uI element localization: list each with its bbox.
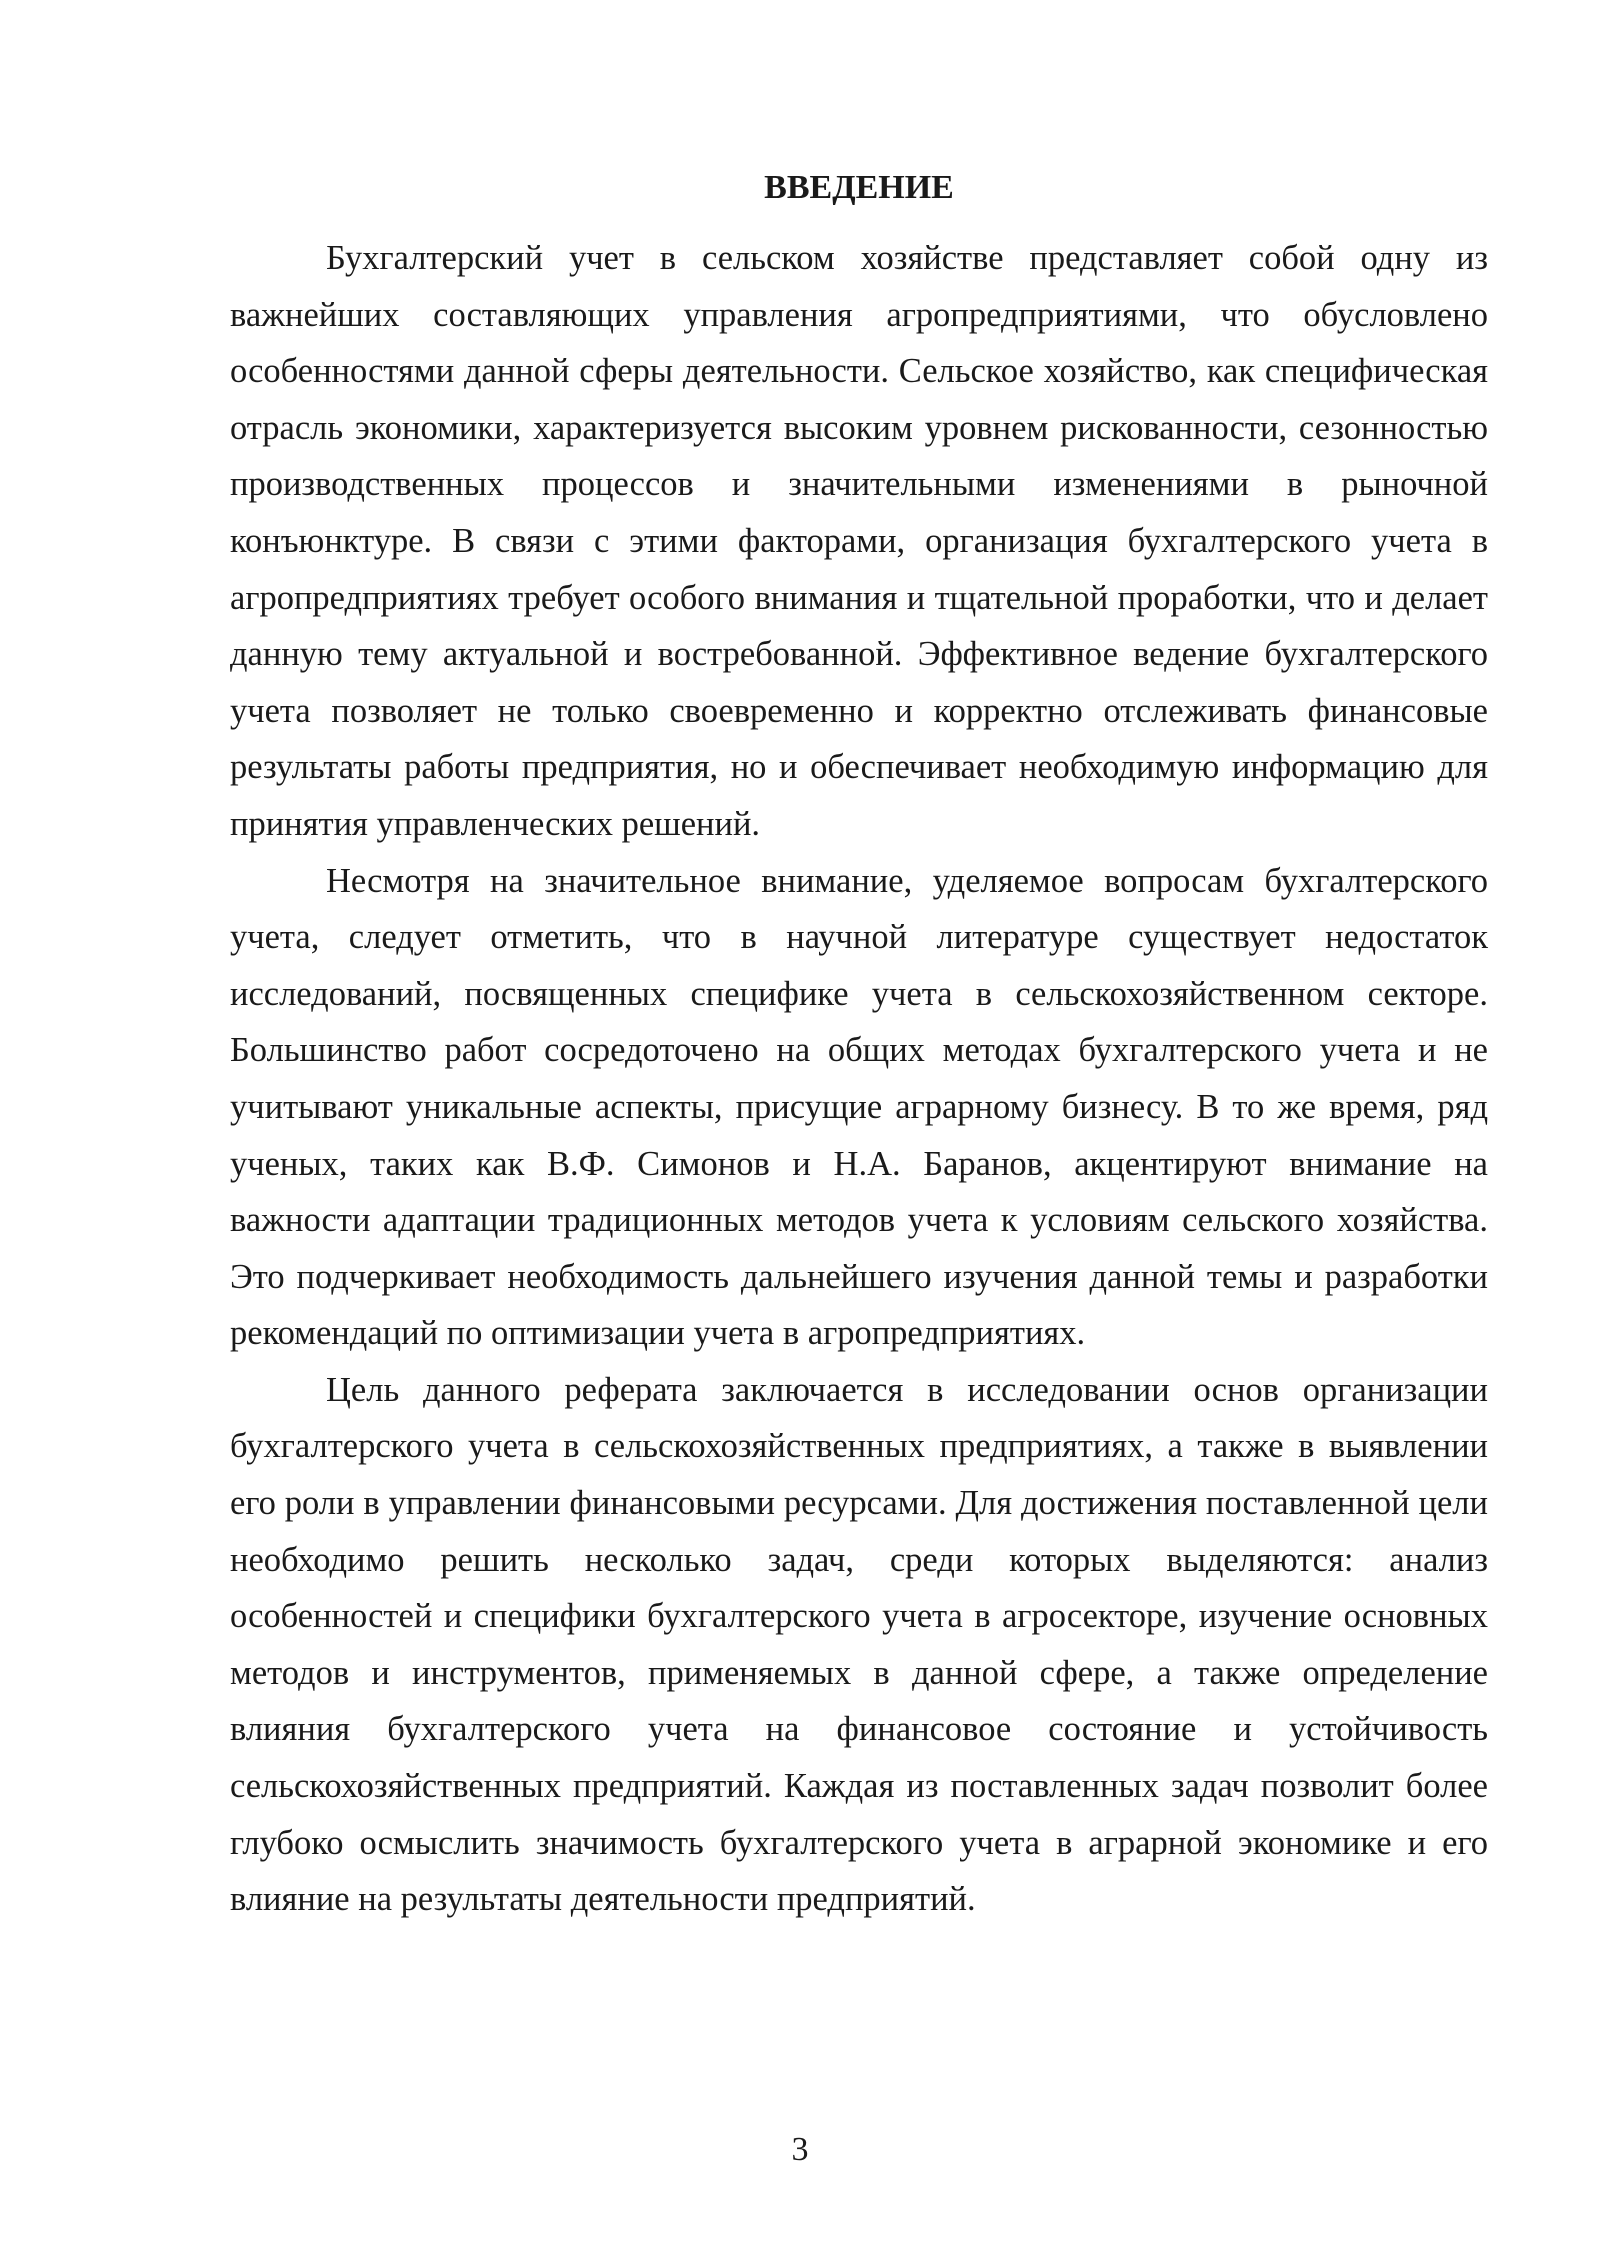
page-content — [230, 160, 1488, 1928]
paragraph-2: Несмотря на значительное внимание, уделяемое вопросам бухгалтерского учета, следует отметить, что в научной литературе существует недостаток исследований, посвященных специфике учета в сельскохозяйственном секторе. Большинство работ сосредоточено на общих методах бухгалтерского учета и не учитывают уникальные аспекты, присущие аграрному бизнесу. В то же время, ряд ученых, таких как В.Ф. Симонов и Н.А. Баранов, акцентируют внимание на важности адаптации традиционных методов учета к условиям сельского хозяйства. Это подчеркивает необходимость дальнейшего изучения данной темы и разработки рекомендаций по оптимизации учета в агропредприятиях. — [230, 861, 1488, 1353]
section-heading: ВВЕДЕНИЕ — [764, 169, 954, 206]
page-number: 3 — [791, 2131, 809, 2168]
paragraph-3: Цель данного реферата заключается в исследовании основ организации бухгалтерского учета в сельскохозяйственных предприятиях, а также в выявлении его роли в управлении финансовыми ресурсами. Для достижения поставленной цели необходимо решить несколько задач, среди которых выделяются: анализ особенностей и специфики бухгалтерского учета в агросекторе, изучение основных методов и инструментов, применяемых в данной сфере, а также определение влияния бухгалтерского учета на финансовое состояние и устойчивость сельскохозяйственных предприятий. Каждая из поставленных задач позволит более глубоко осмыслить значимость бухгалтерского учета в аграрной экономике и его влияние на результаты деятельности предприятий. — [230, 1370, 1488, 1919]
paragraph-1: Бухгалтерский учет в сельском хозяйстве представляет собой одну из важнейших составляющих управления агропредприятиями, что обусловлено особенностями данной сферы деятельности. Сельское хозяйство, как специфическая отрасль экономики, характеризуется высоким уровнем рискованности, сезонностью производственных процессов и значительными изменениями в рыночной конъюнктуре. В связи с этими факторами, организация бухгалтерского учета в агропредприятиях требует особого внимания и тщательной проработки, что и делает данную тему актуальной и востребованной. Эффективное ведение бухгалтерского учета позволяет не только своевременно и корректно отслеживать финансовые результаты работы предприятия, но и обеспечивает необходимую информацию для принятия управленческих решений. — [230, 239, 1488, 843]
